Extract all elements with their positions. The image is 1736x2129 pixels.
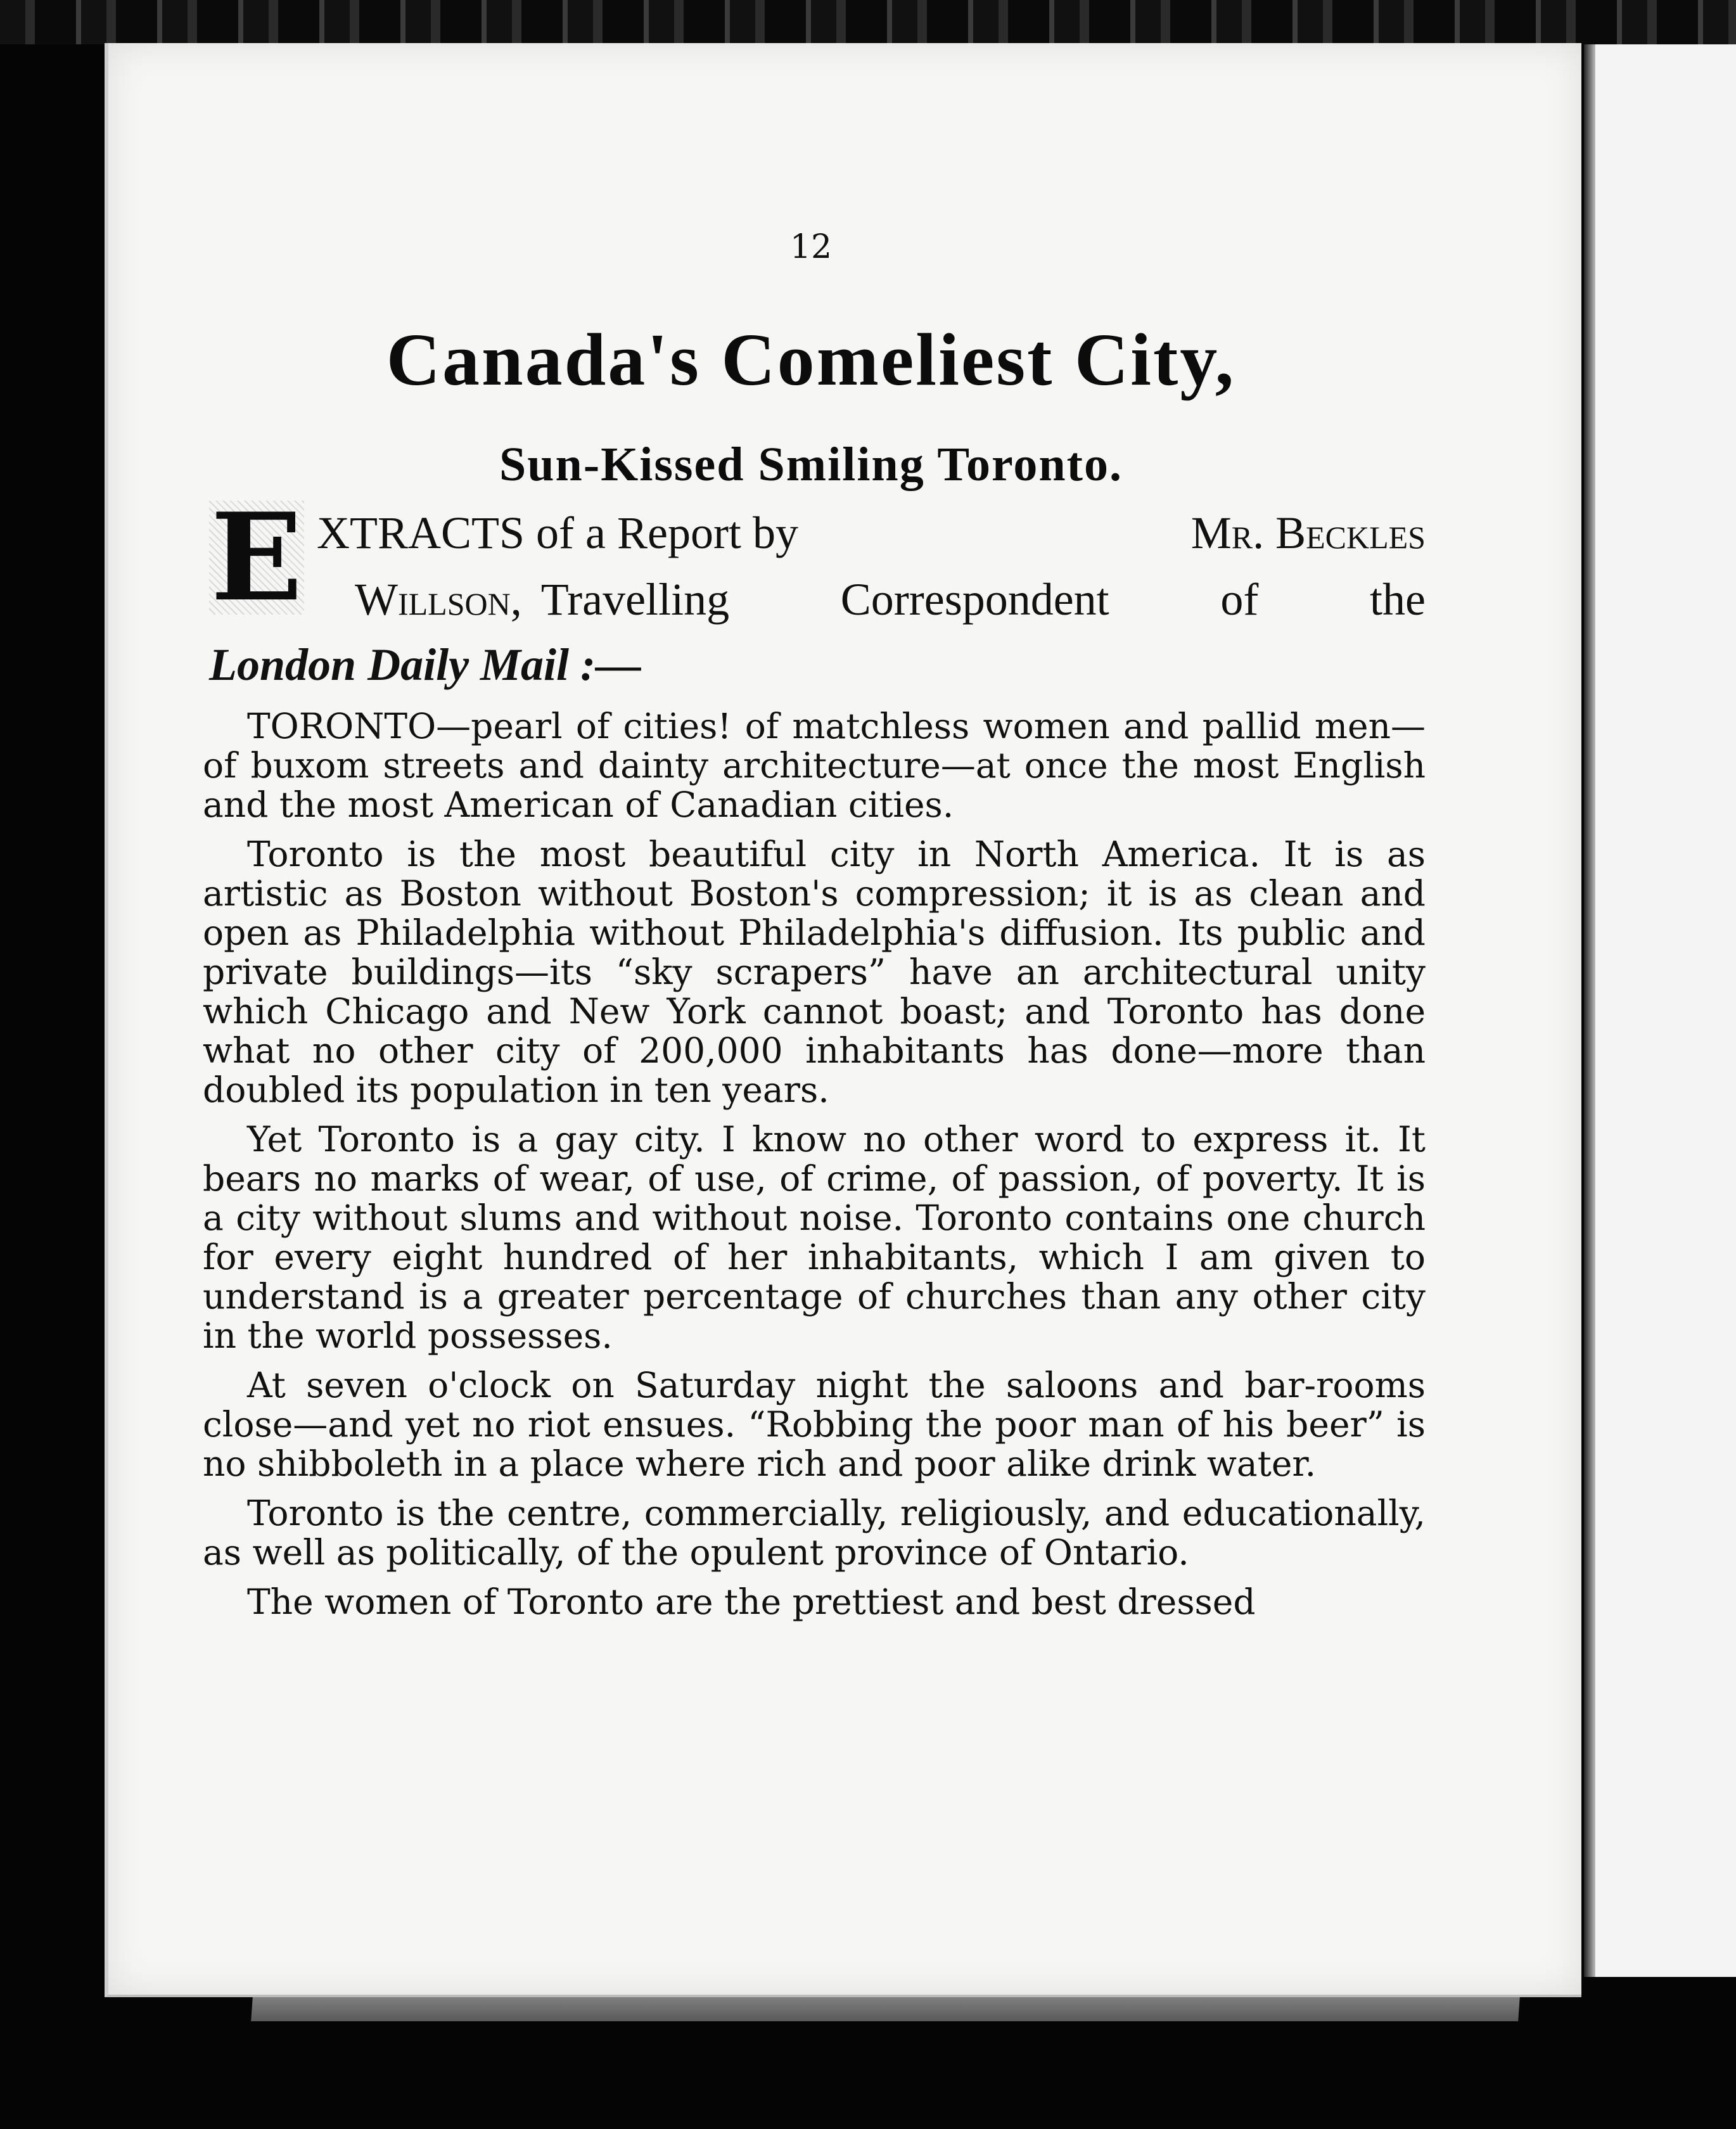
intro-line-1 (317, 507, 1426, 559)
ornamental-dropcap: E (209, 501, 304, 615)
paragraph: Toronto is the centre, commercially, religiously, and educationally, as well as politically, of the opulent province of Ontario. (203, 1493, 1426, 1573)
paragraph: The women of Toronto are the prettiest and best dressed (247, 1582, 1256, 1622)
intro-line-2-text: Travelling Correspondent of the (540, 574, 1426, 625)
page-subtitle: Sun-Kissed Smiling Toronto. (499, 438, 1123, 491)
adjacent-page-strip (1584, 44, 1736, 1977)
page-title: Canada's Comeliest City, (386, 318, 1236, 401)
intro-line-1-text: XTRACTS of a Report by (317, 508, 798, 558)
paragraph: At seven o'clock on Saturday night the saloons and bar-rooms close—and yet no riot ensues. “Robbing the poor man of his beer” is no shibboleth in a place where rich and poor alike drink water. (203, 1365, 1426, 1484)
paragraph: TORONTO—pearl of cities! of matchless women and pallid men—of buxom streets and dainty architecture—at once the most English and the most American of Canadian cities. (203, 706, 1426, 825)
publication-name: London Daily Mail :— (209, 639, 642, 690)
intro-line-2 (355, 573, 1426, 626)
page-number: 12 (789, 228, 833, 266)
paragraph: Yet Toronto is a gay city. I know no other word to express it. It bears no marks of wear, of use, of crime, of passion, of poverty. It is a city without slums and without noise. Toronto contains one church for every eight hundred of her inhabitants, which I am given to understand is a greater percentage of churches than any other city in the world possesses. (203, 1119, 1426, 1356)
article-body (203, 706, 1426, 1632)
author-name-part2: Willson, (355, 574, 522, 625)
author-name-part1: Mr. Beckles (1190, 508, 1426, 558)
page-gutter-shadow (1584, 44, 1595, 1977)
film-edge (0, 0, 1736, 44)
paragraph: Toronto is the most beautiful city in North America. It is as artistic as Boston without Boston's compression; it is as clean and open as Philadelphia without Philadelphia's diffusion. Its public and private buildings—its “sky scrapers” have an architectural unity which Chicago and New York cannot boast; and Toronto has done what no other city of 200,000 inhabitants has done—more than doubled its population in ten years. (203, 834, 1426, 1110)
